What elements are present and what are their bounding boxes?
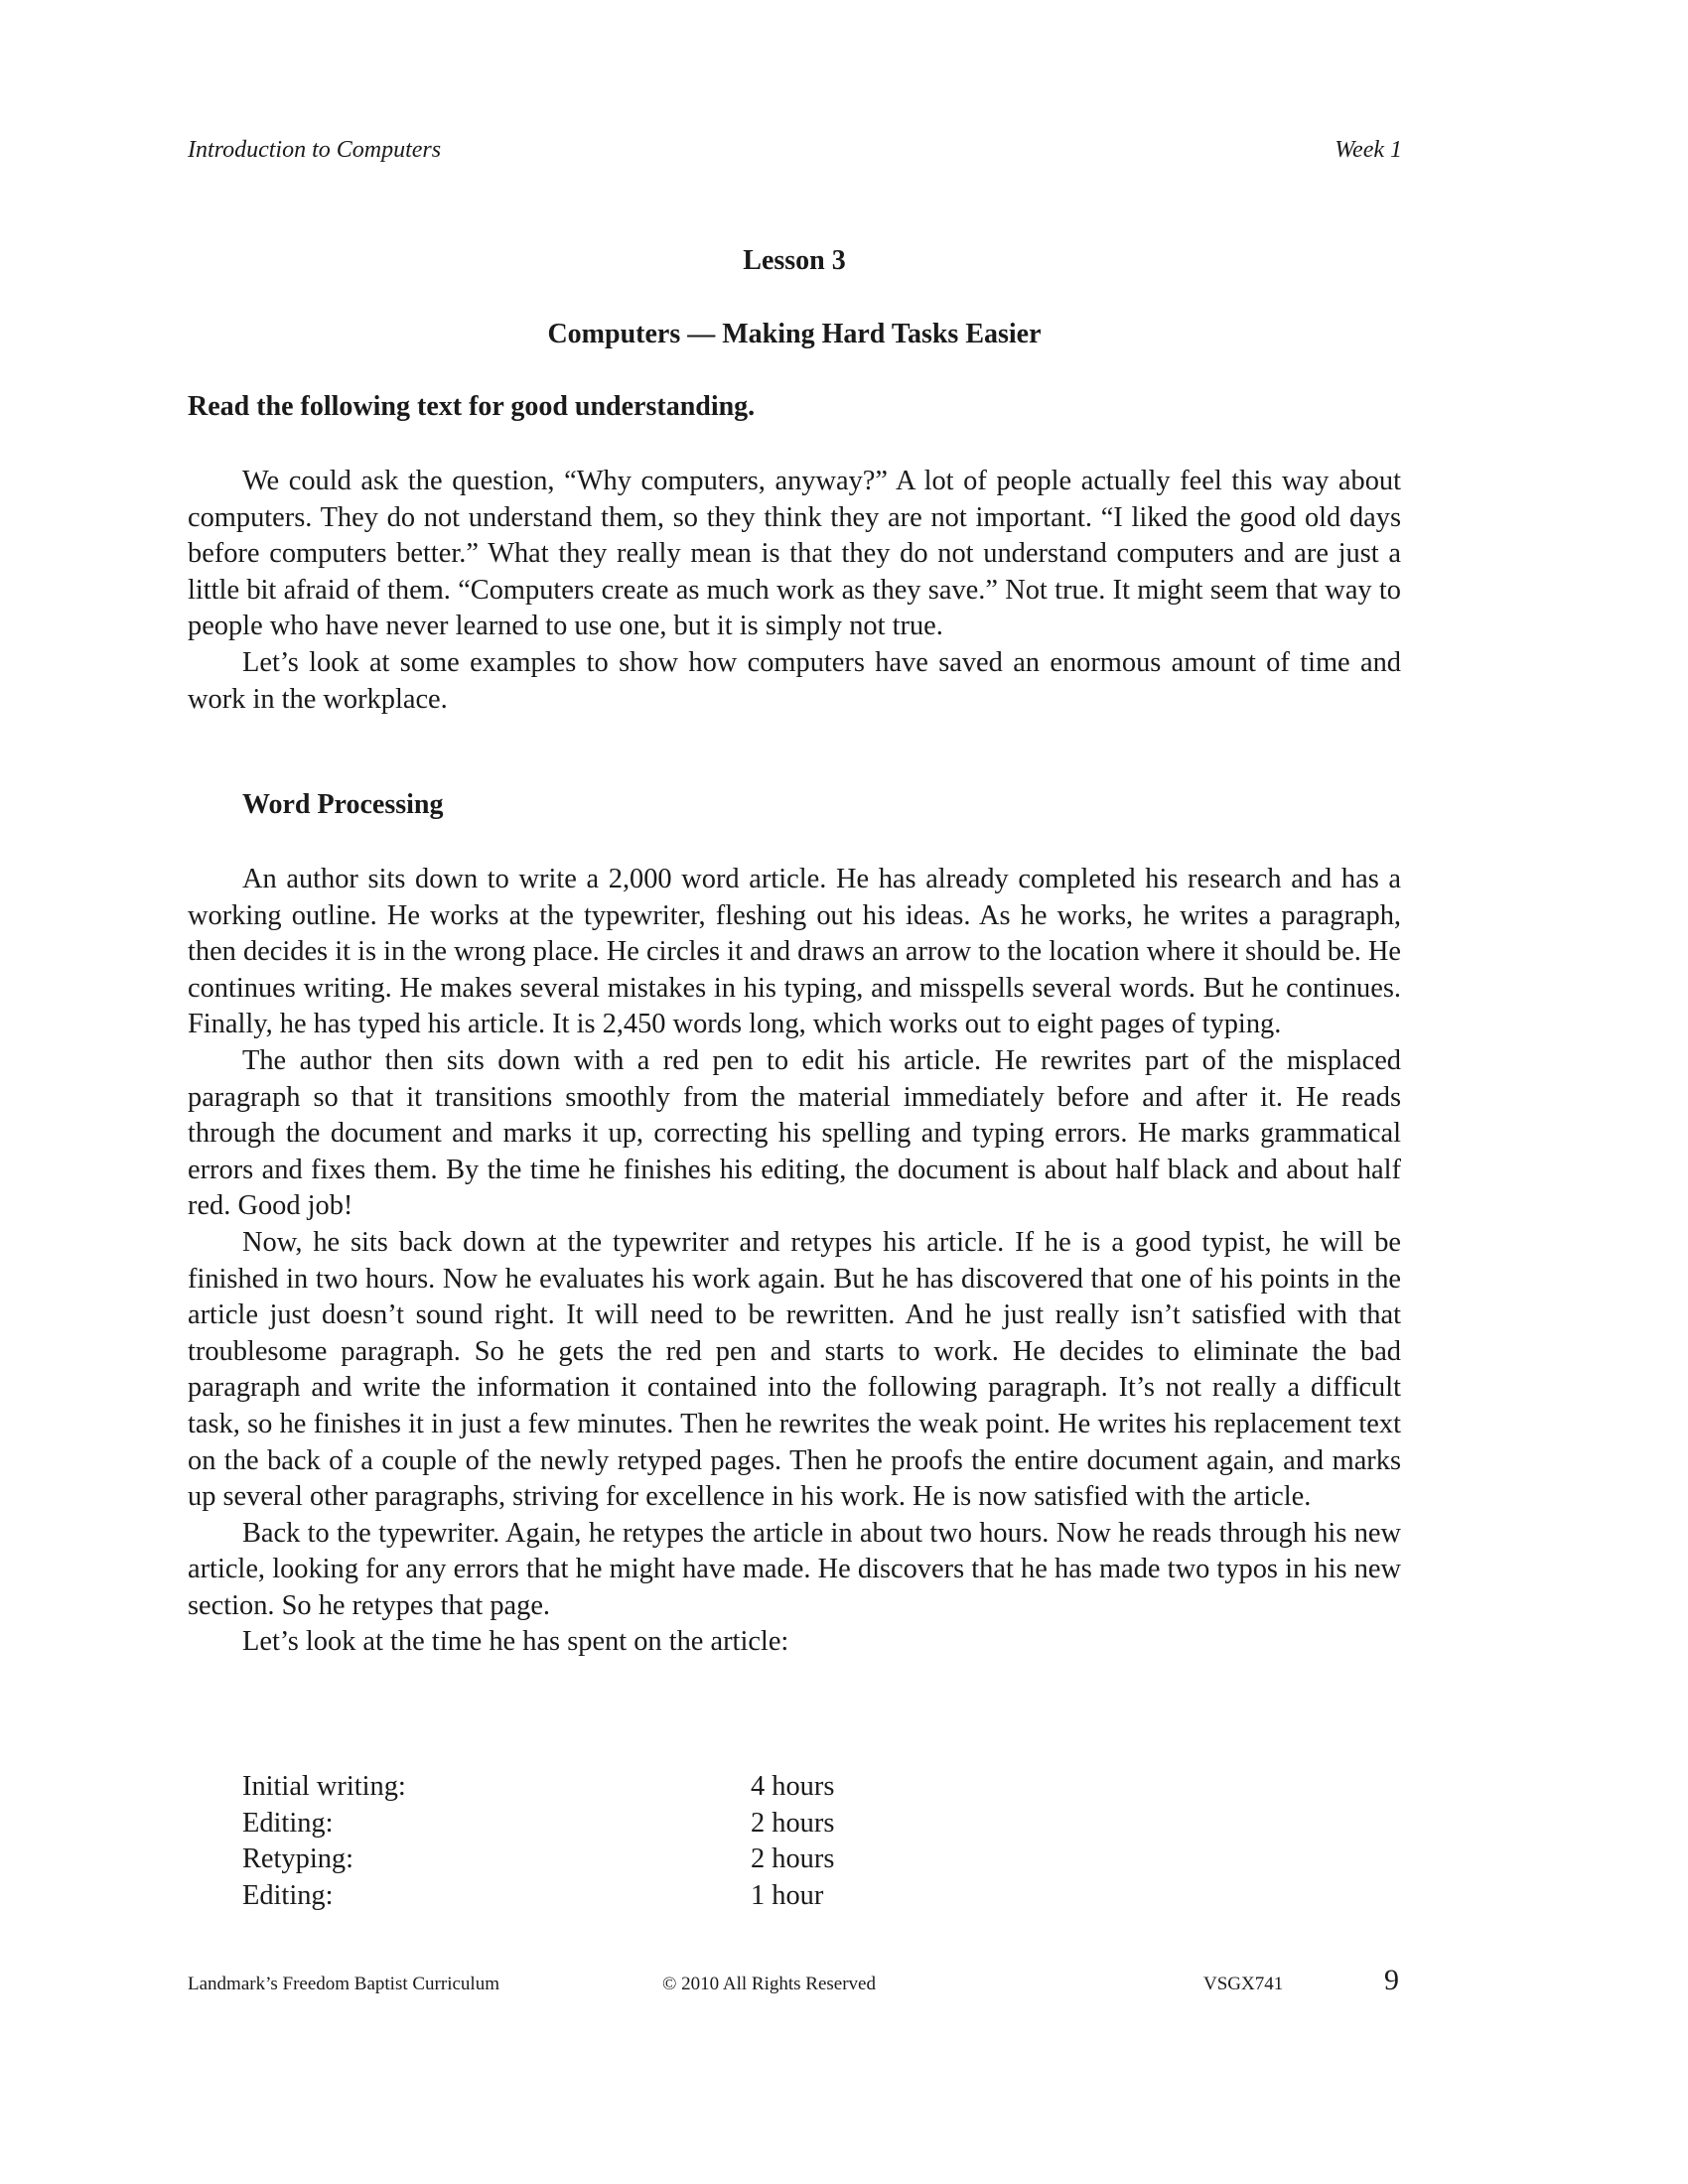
intro-section: [188, 464, 1401, 718]
time-row: [242, 1878, 834, 1915]
paragraph: Let’s look at the time he has spent on the article:: [242, 1626, 789, 1658]
time-label: Editing:: [242, 1879, 334, 1911]
time-row: [242, 1806, 834, 1843]
running-header-right: Week 1: [1335, 137, 1402, 163]
time-value: 4 hours: [751, 1771, 835, 1802]
footer-publisher: Landmark’s Freedom Baptist Curriculum: [188, 1974, 499, 1994]
word-processing-section: [188, 862, 1401, 1661]
time-label: Initial writing:: [242, 1771, 406, 1802]
time-label: Retyping:: [242, 1843, 353, 1875]
time-value: 1 hour: [751, 1879, 824, 1911]
paragraph: Now, he sits back down at the typewriter and retypes his article. If he is a good typist, he will be finished in two hours. Now he evaluates his work again. But he has discovered that one of his points in the article just doesn’t sound right. It will need to be rewritten. And he just really isn’t satisfied with that troublesome paragraph. So he gets the red pen and starts to work. He decides to eliminate the bad paragraph and write the information it contained into the following paragraph. It’s not really a difficult task, so he finishes it in just a few minutes. Then he rewrites the weak point. He writes his replacement text on the back of a couple of the newly retyped pages. Then he proofs the entire document again, and marks up several other paragraphs, striving for excellence in his work. He is now satisfied with the article.: [188, 1226, 1401, 1513]
time-row: [242, 1769, 834, 1806]
lesson-number: Lesson 3: [743, 245, 846, 276]
section-heading: Word Processing: [242, 789, 444, 820]
time-row: [242, 1842, 834, 1878]
running-header-left: Introduction to Computers: [188, 137, 442, 163]
paragraph: We could ask the question, “Why computers, anyway?” A lot of people actually feel this way about computers. They do not understand them, so they think they are not important. “I liked the good old days before computers better.” What they really mean is that they do not understand computers and are just a little bit afraid of them. “Computers create as much work as they save.” Not true. It might seem that way to people who have never learned to use one, but it is simply not true.: [188, 466, 1401, 642]
time-value: 2 hours: [751, 1843, 835, 1875]
page-number: 9: [1384, 1964, 1399, 1996]
paragraph: The author then sits down with a red pen to edit his article. He rewrites part of the misplaced paragraph so that it transitions smoothly from the material immediately before and after it. He reads through the document and marks it up, correcting his spelling and typing errors. He marks grammatical errors and fixes them. By the time he finishes his editing, the document is about half black and about half red. Good job!: [188, 1044, 1401, 1222]
footer-copyright: © 2010 All Rights Reserved: [662, 1974, 876, 1994]
reading-instruction: Read the following text for good understanding.: [188, 391, 756, 422]
paragraph: An author sits down to write a 2,000 word article. He has already completed his research and has a working outline. He works at the typewriter, fleshing out his ideas. As he works, he writes a paragraph, then decides it is in the wrong place. He circles it and draws an arrow to the location where it should be. He continues writing. He makes several mistakes in his typing, and misspells several words. But he continues. Finally, he has typed his article. It is 2,450 words long, which works out to eight pages of typing.: [188, 864, 1401, 1040]
time-value: 2 hours: [751, 1807, 835, 1839]
time-spent-table: [242, 1769, 834, 1914]
time-label: Editing:: [242, 1807, 334, 1839]
lesson-title: Computers — Making Hard Tasks Easier: [547, 319, 1042, 349]
footer-code: VSGX741: [1203, 1974, 1284, 1994]
paragraph: Back to the typewriter. Again, he retypes the article in about two hours. Now he reads through his new article, looking for any errors that he might have made. He discovers that he has made two typos in his new section. So he retypes that page.: [188, 1517, 1401, 1621]
paragraph: Let’s look at some examples to show how computers have saved an enormous amount of time and work in the workplace.: [188, 646, 1401, 715]
